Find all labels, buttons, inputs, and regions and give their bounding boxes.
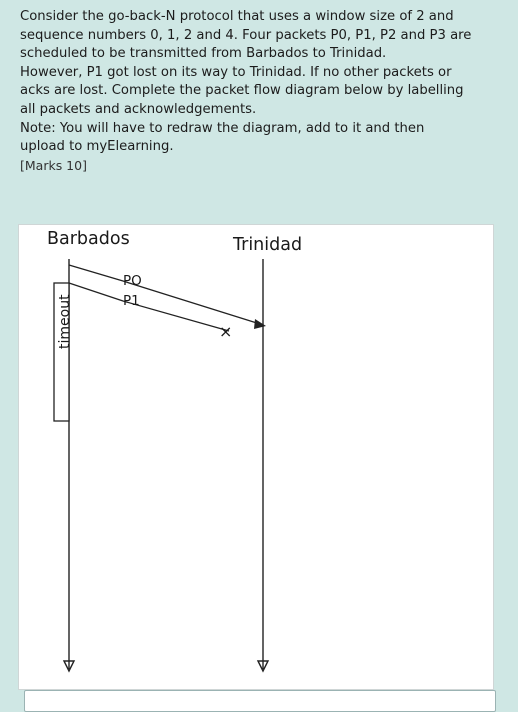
packet-p0-label: PO: [123, 273, 142, 289]
question-line: upload to myElearning.: [20, 139, 174, 155]
question-line: sequence numbers 0, 1, 2 and 4. Four packets P0, P1, P2 and P3 are: [20, 27, 472, 43]
question-line: acks are lost. Complete the packet flow diagram below by labelling: [20, 83, 464, 99]
receiver-label: Trinidad: [233, 235, 303, 255]
question-line: However, P1 got lost on its way to Trinidad. If no other packets or: [20, 64, 452, 80]
marks-label: [Marks 10]: [20, 157, 87, 173]
question-line: scheduled to be transmitted from Barbados to Trinidad.: [20, 46, 387, 62]
packet-p0-arrow: [69, 265, 263, 325]
flow-lines: [19, 225, 493, 689]
question-line: all packets and acknowledgements.: [20, 101, 257, 117]
lost-packet-mark: ×: [219, 322, 233, 341]
sender-label: Barbados: [47, 229, 130, 249]
question-text: [20, 8, 500, 175]
answer-input-box[interactable]: [24, 690, 496, 712]
timeout-label: timeout: [57, 294, 73, 349]
question-line: Consider the go-back-N protocol that uses a window size of 2 and: [20, 9, 454, 24]
packet-p1-label: P1: [123, 293, 140, 309]
packet-flow-diagram: [18, 224, 494, 690]
question-line: Note: You will have to redraw the diagram, add to it and then: [20, 120, 425, 136]
packet-p0-arrowhead: [254, 319, 266, 329]
